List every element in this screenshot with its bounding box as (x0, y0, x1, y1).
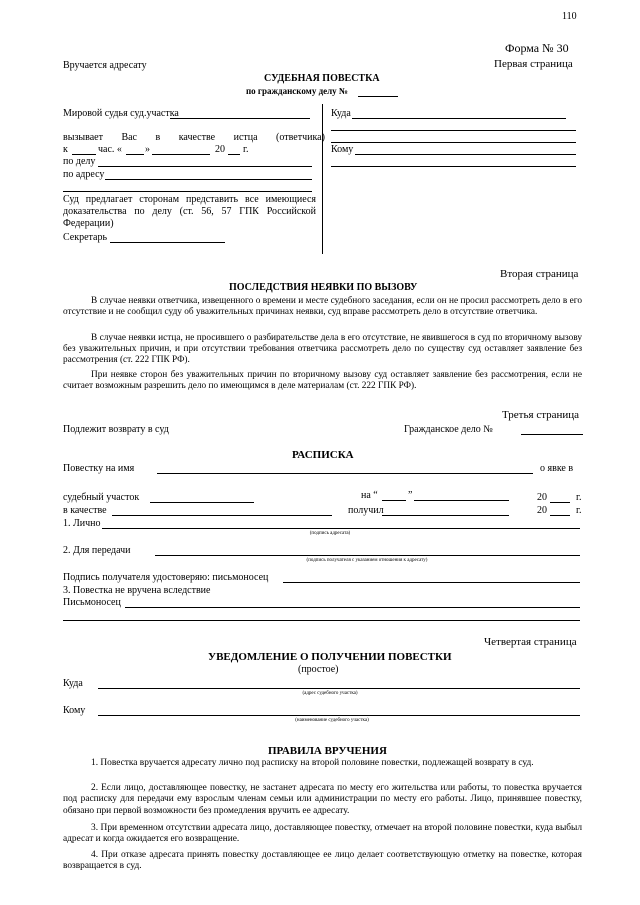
consequences-p3: При неявке сторон без уважительных причин по вторичному вызову суд оставляет заявление без рассмотрения, если не считает возможным разрешить дело по имеющимся в деле материалам (ст. 222 ГПК РФ). (63, 370, 582, 392)
appearance-label: о явке в (540, 463, 574, 474)
court-section-label: судебный участок (63, 492, 140, 503)
delivered-label: Вручается адресату (63, 60, 147, 71)
where-note: (адрес судебного участка) (302, 691, 358, 696)
g-1: г. (576, 492, 582, 503)
notice-where-label: Куда (63, 678, 83, 689)
consequences-p2: В случае неявки истца, не просившего о разбирательстве дела в его отсутствие, не явившегося в суд по вторичному вызову без уважительных причин, и при отсутствии требования ответчика рассмотреть дело по существу суд оставляет заявление без рассмотрения (ст. 222 ГПК РФ). (63, 333, 582, 366)
sig-addressee-note: (подпись адресата) (309, 531, 351, 536)
time-quote: » (145, 144, 150, 155)
receipt-title: РАСПИСКА (292, 449, 354, 461)
sig-recipient-note: (подпись получателя с указанием отношения к адресату) (306, 558, 428, 563)
rule-1: 1. Повестка вручается адресату лично под расписку на второй половине повестки, подлежащей возврату в суд. (91, 758, 534, 768)
civil-case-label: Гражданское дело № (404, 424, 493, 435)
time-g: г. (243, 144, 249, 155)
for-transfer-label: 2. Для передачи (63, 545, 131, 556)
secretary-label: Секретарь (63, 232, 108, 243)
form-number: Форма № 30 (505, 41, 569, 55)
notice-title: УВЕДОМЛЕНИЕ О ПОЛУЧЕНИИ ПОВЕСТКИ (208, 651, 452, 663)
on-date-quote: ” (408, 490, 413, 501)
summons-subtitle: по гражданскому делу № (246, 86, 348, 96)
address-label: по адресу (63, 169, 105, 180)
summons-name-label: Повестку на имя (63, 463, 135, 474)
to-whom-note: (наименование судебного участка) (295, 718, 369, 723)
rule-3: 3. При временном отсутствии адресата лицо, доставляющее повестку, отмечает на второй половине повестки, куда выбыл адресат и когда ожидается его возвращение. (63, 823, 582, 845)
not-delivered-label: 3. Повестка не вручена вследствие (63, 585, 211, 596)
summons-title: СУДЕБНАЯ ПОВЕСТКА (264, 73, 380, 84)
time-mid: час. « (98, 144, 122, 155)
return-to-court-label: Подлежит возврату в суд (63, 424, 169, 435)
fourth-page-label: Четвертая страница (484, 636, 577, 648)
consequences-p1: В случае неявки ответчика, извещенного о времени и месте судебного заседания, если он не просил рассмотреть дело в его отсутствие и не сообщил суду об уважительных причинах неявки, суд вправе рассмотреть дело в отсутствие ответчика. (63, 296, 582, 318)
third-page-label: Третья страница (502, 409, 580, 421)
g-2: г. (576, 505, 582, 516)
received-label: получил (348, 505, 384, 516)
rule-2: 2. Если лицо, доставляющее повестку, не застанет адресата по месту его жительства или работы, то повестка вручается под расписку для передачи ему взрослым членам семьи или администрации по месту его работы. Лицо, принявшее повестку, обязано при первой возможности без промедления вручить ее адресату. (63, 783, 582, 816)
first-page-label: Первая страница (494, 58, 573, 70)
notice-subtitle: (простое) (298, 664, 339, 675)
year-2: 20 (537, 505, 547, 516)
where-label: Куда (331, 108, 351, 119)
vertical-separator (322, 104, 323, 254)
rules-title: ПРАВИЛА ВРУЧЕНИЯ (268, 745, 387, 757)
second-page-label: Вторая страница (500, 268, 579, 280)
court-offers-text: Суд предлагает сторонам представить все имеющиеся доказательства по делу (ст. 56, 57 ГПК Российской Федерации) (63, 194, 316, 229)
notice-to-whom-label: Кому (63, 705, 86, 716)
on-case-label: по делу (63, 156, 96, 167)
year-1: 20 (537, 492, 547, 503)
confirm-label: Подпись получателя удостоверяю: письмоносец (63, 572, 269, 583)
personally-label: 1. Лично (63, 518, 101, 529)
consequences-title: ПОСЛЕДСТВИЯ НЕЯВКИ ПО ВЫЗОВУ (229, 282, 418, 293)
time-prefix: к (63, 144, 68, 155)
on-date-label: на “ (361, 490, 378, 501)
postman-label: Письмоносец (63, 597, 121, 608)
as-label: в качестве (63, 505, 107, 516)
judge-label: Мировой судья суд.участка (63, 108, 179, 119)
page-number: 110 (562, 11, 577, 22)
time-year: 20 (215, 144, 225, 155)
calls-label: вызывает Вас в качестве истца (ответчика) (63, 132, 325, 143)
to-whom-label: Кому (331, 144, 354, 155)
rule-4: 4. При отказе адресата принять повестку доставляющее ее лицо делает соответствующую отметку на повестке, которая возвращается в суд. (63, 850, 582, 872)
